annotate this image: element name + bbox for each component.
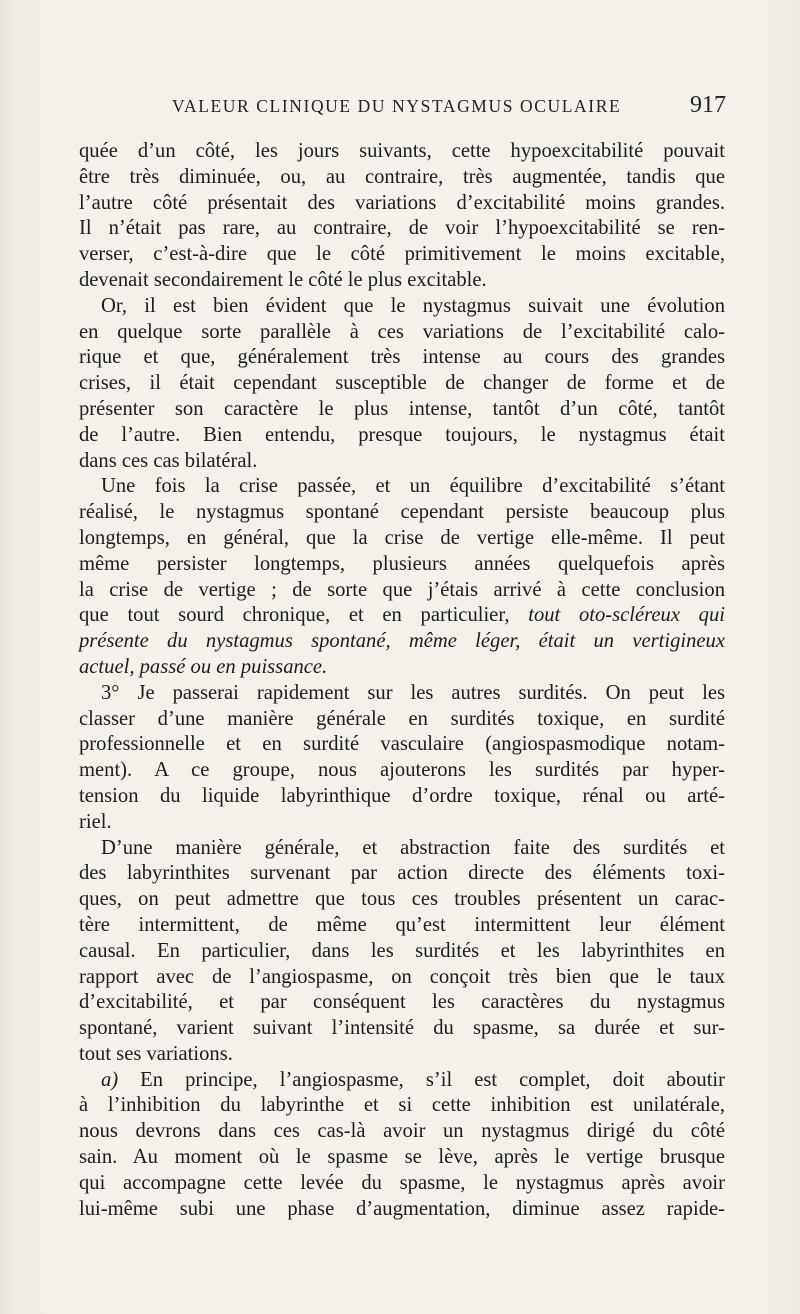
- text-line: D’une manière générale, et abstraction faite des surdités et: [101, 836, 725, 859]
- text-line: en quelque sorte parallèle à ces variations de l’excitabilité calo-: [79, 320, 725, 343]
- text-line: lui-même subi une phase d’augmentation, diminue assez rapide-: [79, 1197, 725, 1220]
- text-line: tout ses variations.: [79, 1042, 233, 1065]
- text-line: réalisé, le nystagmus spontané cependant persiste beaucoup plus: [79, 501, 725, 524]
- text-line: l’autre côté présentait des variations d’excitabilité moins grandes.: [79, 191, 725, 214]
- page-header: [80, 92, 726, 124]
- text-line: 3° Je passerai rapidement sur les autres surdités. On peut les: [101, 681, 725, 704]
- text-line: devenait secondairement le côté le plus excitable.: [79, 268, 487, 291]
- text-line: professionnelle et en surdité vasculaire (angiospasmodique notam-: [79, 733, 725, 756]
- text-line: Il n’était pas rare, au contraire, de voir l’hypoexcitabilité se ren-: [79, 217, 725, 240]
- text-line: même persister longtemps, plusieurs années quelquefois après: [79, 552, 725, 575]
- text-line: rique et que, généralement très intense au cours des grandes: [79, 346, 725, 369]
- text-line-italic: présente du nystagmus spontané, même léger, était un vertigineux: [79, 630, 725, 653]
- text-line: nous devrons dans ces cas-là avoir un nystagmus dirigé du côté: [79, 1120, 725, 1143]
- text-line: d’excitabilité, et par conséquent les caractères du nystagmus: [79, 991, 725, 1014]
- body-text: [79, 139, 725, 1222]
- text-line: ques, on peut admettre que tous ces troubles présentent un carac-: [79, 888, 725, 911]
- paragraph-5: [79, 836, 725, 1068]
- text-line: classer d’une manière générale en surdités toxique, en surdité: [79, 707, 725, 730]
- text-line-mixed: [79, 1068, 725, 1094]
- text-line: la crise de vertige ; de sorte que j’étais arrivé à cette conclusion: [79, 578, 725, 601]
- plain-text: que tout sourd chronique, et en particulier,: [79, 604, 529, 627]
- text-line: sain. Au moment où le spasme se lève, après le vertige brusque: [79, 1146, 725, 1169]
- text-line: spontané, varient suivant l’intensité du spasme, sa durée et sur-: [79, 1017, 725, 1040]
- text-line: de l’autre. Bien entendu, presque toujours, le nystagmus était: [79, 423, 725, 446]
- item-letter: a): [101, 1068, 119, 1091]
- text-line: des labyrinthites survenant par action directe des éléments toxi-: [79, 862, 725, 885]
- page-number: 917: [690, 92, 726, 118]
- text-line: présenter son caractère le plus intense, tantôt d’un côté, tantôt: [79, 397, 725, 420]
- text-line: tère intermittent, de même qu’est intermittent leur élément: [79, 913, 725, 936]
- text-line: tension du liquide labyrinthique d’ordre toxique, rénal ou arté-: [79, 784, 725, 807]
- paragraph-6: [79, 1068, 725, 1223]
- text-line-mixed: [79, 603, 725, 629]
- text-line: Or, il est bien évident que le nystagmus suivait une évolution: [101, 294, 725, 317]
- text-line: à l’inhibition du labyrinthe et si cette inhibition est unilatérale,: [79, 1094, 725, 1117]
- text-line: rapport avec de l’angiospasme, on conçoit très bien que le taux: [79, 965, 725, 988]
- text-line: quée d’un côté, les jours suivants, cette hypoexcitabilité pouvait: [79, 140, 725, 162]
- text-line: causal. En particulier, dans les surdités et les labyrinthites en: [79, 939, 725, 962]
- text-line: être très diminuée, ou, au contraire, très augmentée, tandis que: [79, 165, 725, 188]
- text-line: qui accompagne cette levée du spasme, le nystagmus après avoir: [79, 1171, 725, 1194]
- text-line: Une fois la crise passée, et un équilibre d’excitabilité s’étant: [101, 475, 725, 498]
- running-head: VALEUR CLINIQUE DU NYSTAGMUS OCULAIRE: [172, 96, 622, 116]
- text-line: crises, il était cependant susceptible de changer de forme et de: [79, 372, 725, 395]
- italic-text: tout oto-scléreux qui: [528, 604, 726, 627]
- text-line: dans ces cas bilatéral.: [79, 449, 258, 472]
- text-line: riel.: [79, 810, 112, 833]
- paragraph-4: [79, 681, 725, 836]
- text-line: longtemps, en général, que la crise de vertige elle-même. Il peut: [79, 526, 725, 549]
- paragraph-3: [79, 474, 725, 680]
- text-line: ment). A ce groupe, nous ajouterons les surdités par hyper-: [79, 759, 725, 782]
- text-line: verser, c’est-à-dire que le côté primitivement le moins excitable,: [79, 243, 725, 266]
- text-line-italic: actuel, passé ou en puissance.: [79, 655, 328, 678]
- plain-text: En principe, l’angiospasme, s’il est complet, doit aboutir: [118, 1068, 725, 1091]
- paragraph-2: [79, 294, 725, 475]
- paragraph-1: [79, 139, 725, 294]
